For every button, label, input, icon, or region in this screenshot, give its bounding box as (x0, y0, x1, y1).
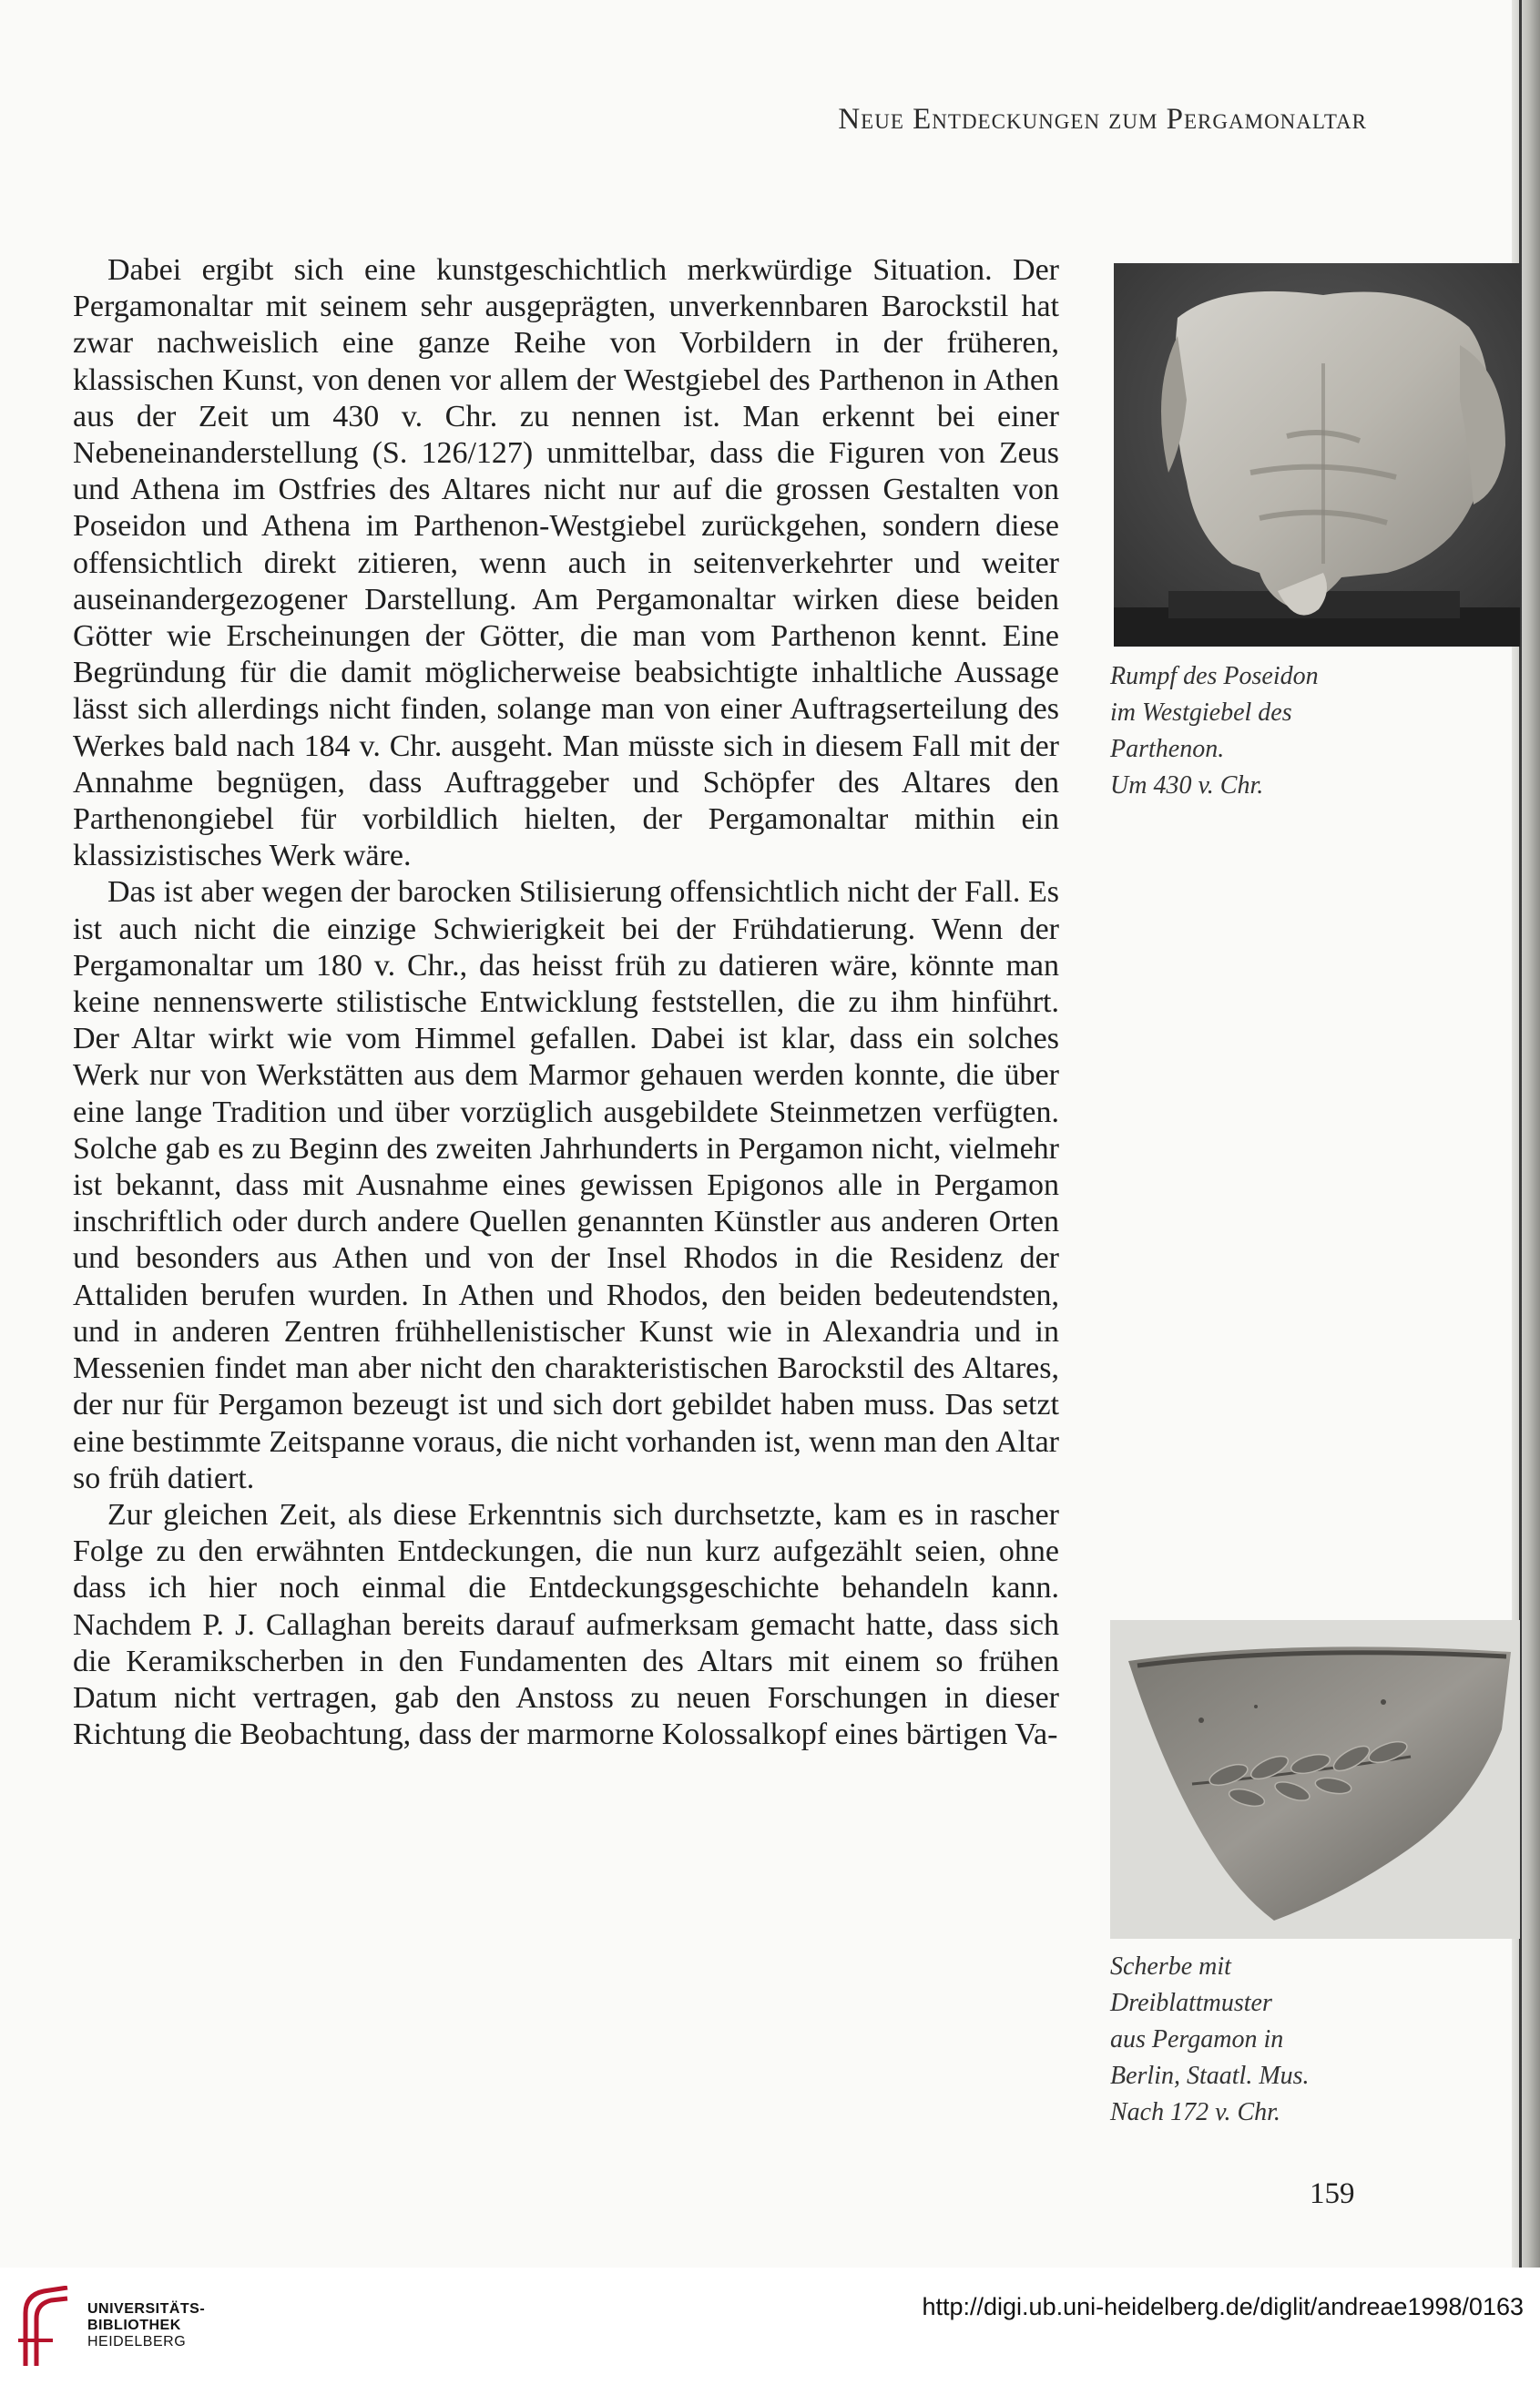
library-name-line: BIBLIOTHEK (87, 2318, 181, 2333)
caption-line: Rumpf des Poseidon (1110, 662, 1319, 690)
footer-bar (0, 2268, 1540, 2385)
caption-line: Scherbe mit (1110, 1952, 1231, 1981)
sherd-caption (1110, 1949, 1411, 2131)
paragraph: Das ist aber wegen der barocken Stilisierung offensichtlich nicht der Fall. Es ist auch nicht die einzige Schwierigkeit bei der Frühdatierung. Wenn der Pergamonaltar um 180 v. Chr., das heisst früh zu datieren wäre, könnte man keine nennenswerte stilistische Entwicklung feststellen, die zu ihm hinführt. Der Altar wirkt wie vom Himmel gefallen. Dabei ist klar, dass ein solches Werk nur von Werkstätten aus dem Marmor gehauen werden konnte, die über eine lange Tradition und über vorzüglich ausgebildete Steinmetzen verfügten. Solche gab es zu Beginn des zweiten Jahrhunderts in Pergamon nicht, vielmehr ist bekannt, dass mit Ausnahme eines gewissen Epigonos alle in Pergamon inschriftlich oder durch andere Quellen genannten Künstler aus anderen Orten und besonders aus Athen und von der Insel Rhodos in die Residenz der Attaliden berufen wurden. In Athen und Rhodos, den beiden bedeutendsten, und in anderen Zentren frühhellenistischer Kunst wie in Alexandria und in Messenien findet man aber nicht den charakteristischen Barockstil des Altares, der nur für Pergamon bezeugt ist und sich dort gebildet haben muss. Das setzt eine bestimmte Zeitspanne voraus, die nicht vorhanden ist, wenn man den Altar so früh datiert. (73, 875, 1059, 1495)
body-text (73, 252, 1059, 1753)
paragraph: Dabei ergibt sich eine kunstgeschichtlich merkwürdige Situation. Der Pergamonaltar mit seinem sehr ausgeprägten, unverkennbaren Barockstil hat zwar nachweislich eine ganze Reihe von Vorbildern in der früheren, klassischen Kunst, von denen vor allem der Westgiebel des Parthenon in Athen aus der Zeit um 430 v. Chr. zu nennen ist. Man erkennt bei einer Nebeneinanderstellung (S. 126/127) unmittelbar, dass die Figuren von Zeus und Athena im Ostfries des Altares nicht nur auf die grossen Gestalten von Poseidon und Athena im Parthenon-Westgiebel zurückgehen, sondern diese offensichtlich direkt zitieren, wenn auch in seitenverkehrter und weiter auseinandergezogener Darstellung. Am Pergamonaltar wirken diese beiden Götter wie Erscheinungen der Götter, die man vom Parthenon kennt. Eine Begründung für die damit möglicherweise beabsichtigte inhaltliche Aussage lässt sich allerdings nicht finden, solange man von einer Auftragserteilung des Werkes bald nach 184 v. Chr. ausgeht. Man müsste sich in diesem Fall mit der Annahme begnügen, dass Auftraggeber und Schöpfer des Altares den Parthenongiebel für vorbildlich hielten, der Pergamonaltar mithin ein klassizistisches Werk wäre. (73, 253, 1059, 873)
sherd-photo (1110, 1620, 1520, 1939)
poseidon-caption (1110, 658, 1411, 804)
poseidon-torso-photo (1114, 263, 1520, 647)
source-url-link[interactable]: http://digi.ub.uni-heidelberg.de/diglit/andreae1998/0163 (922, 2293, 1524, 2320)
page-number: 159 (1310, 2177, 1355, 2210)
caption-line: Dreiblattmuster (1110, 1989, 1272, 2017)
caption-line: Nach 172 v. Chr. (1110, 2098, 1280, 2126)
paragraph: Zur gleichen Zeit, als diese Erkenntnis sich durchsetzte, kam es in rascher Folge zu den erwähnten Entdeckungen, die nun kurz aufgezählt seien, ohne dass ich hier noch einmal die Entdeckungsgeschichte behandeln kann. Nachdem P. J. Callaghan bereits darauf aufmerksam gemacht hatte, dass sich die Keramikscherben in den Fundamenten des Altars mit einem so frühen Datum nicht vertragen, gab den Anstoss zu neuen Forschungen in dieser Richtung die Beobachtung, dass der marmorne Kolossalkopf eines bärtigen Va- (73, 1497, 1059, 1752)
caption-line: Um 430 v. Chr. (1110, 771, 1264, 800)
library-name-line: UNIVERSITÄTS- (87, 2301, 206, 2317)
caption-line: Berlin, Staatl. Mus. (1110, 2062, 1310, 2090)
caption-line: Parthenon. (1110, 735, 1225, 763)
library-name-line: HEIDELBERG (87, 2334, 187, 2349)
caption-line: im Westgiebel des (1110, 698, 1292, 727)
running-head: Neue Entdeckungen zum Pergamonaltar (838, 103, 1367, 136)
library-name (87, 2301, 205, 2350)
caption-line: aus Pergamon in (1110, 2025, 1284, 2054)
library-logo-icon (16, 2286, 73, 2368)
